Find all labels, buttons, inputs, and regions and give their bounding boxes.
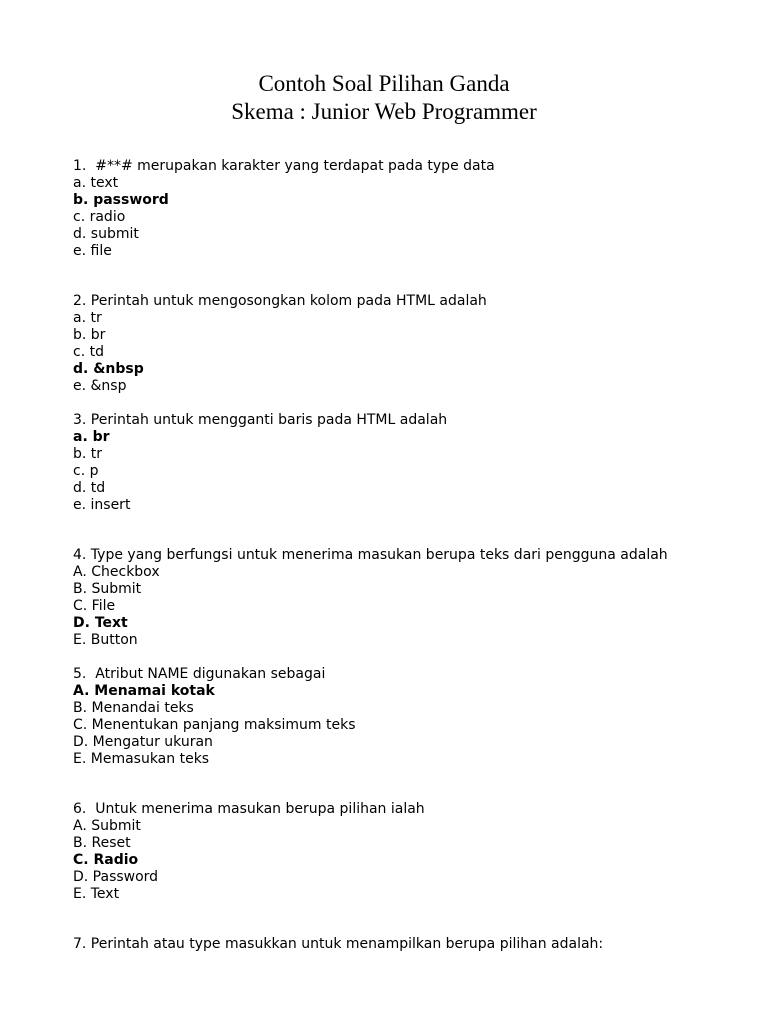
question-4	[73, 547, 753, 649]
answer-option-correct: b. password	[73, 192, 169, 208]
answer-option: e. insert	[73, 497, 131, 513]
answer-option-correct: D. Text	[73, 615, 128, 631]
answer-option: A. Submit	[73, 818, 141, 834]
answer-option: e. &nsp	[73, 378, 127, 394]
answer-option: B. Submit	[73, 581, 142, 597]
answer-option: c. radio	[73, 209, 126, 225]
answer-option: a. text	[73, 175, 119, 191]
answer-option: E. Memasukan teks	[73, 751, 210, 767]
question-1	[73, 158, 753, 260]
question-5	[73, 666, 753, 768]
question-3	[73, 412, 753, 514]
spacer	[73, 903, 753, 936]
spacer	[73, 260, 753, 293]
spacer	[73, 395, 753, 412]
question-list	[73, 158, 753, 953]
question-text: 3. Perintah untuk mengganti baris pada HTML adalah	[73, 412, 448, 428]
document-title-block	[0, 70, 768, 126]
answer-option: b. tr	[73, 446, 103, 462]
document-subtitle: Skema : Junior Web Programmer	[231, 99, 537, 124]
answer-option: c. p	[73, 463, 99, 479]
question-text: 4. Type yang berfungsi untuk menerima masukan berupa teks dari pengguna adalah	[73, 547, 668, 563]
question-text: 5. Atribut NAME digunakan sebagai	[73, 666, 326, 682]
question-6	[73, 801, 753, 903]
answer-option: A. Checkbox	[73, 564, 160, 580]
spacer	[73, 649, 753, 666]
answer-option: a. tr	[73, 310, 102, 326]
answer-option-correct: A. Menamai kotak	[73, 683, 215, 699]
spacer	[73, 514, 753, 547]
question-text: 7. Perintah atau type masukkan untuk menampilkan berupa pilihan adalah:	[73, 936, 604, 952]
answer-option: e. file	[73, 243, 112, 259]
question-text: 2. Perintah untuk mengosongkan kolom pada HTML adalah	[73, 293, 487, 309]
document-title: Contoh Soal Pilihan Ganda	[258, 71, 510, 96]
answer-option: c. td	[73, 344, 104, 360]
answer-option: C. Menentukan panjang maksimum teks	[73, 717, 356, 733]
answer-option: E. Text	[73, 886, 120, 902]
answer-option: D. Mengatur ukuran	[73, 734, 213, 750]
answer-option-correct: d. &nbsp	[73, 361, 144, 377]
answer-option: D. Password	[73, 869, 159, 885]
answer-option: E. Button	[73, 632, 138, 648]
answer-option: B. Reset	[73, 835, 131, 851]
question-2	[73, 293, 753, 395]
question-7	[73, 936, 753, 953]
answer-option-correct: C. Radio	[73, 852, 139, 868]
answer-option-correct: a. br	[73, 429, 110, 445]
answer-option: d. td	[73, 480, 106, 496]
answer-option: B. Menandai teks	[73, 700, 194, 716]
spacer	[73, 768, 753, 801]
question-text: 1. #**# merupakan karakter yang terdapat pada type data	[73, 158, 495, 174]
question-text: 6. Untuk menerima masukan berupa pilihan ialah	[73, 801, 425, 817]
answer-option: d. submit	[73, 226, 139, 242]
answer-option: C. File	[73, 598, 116, 614]
answer-option: b. br	[73, 327, 106, 343]
